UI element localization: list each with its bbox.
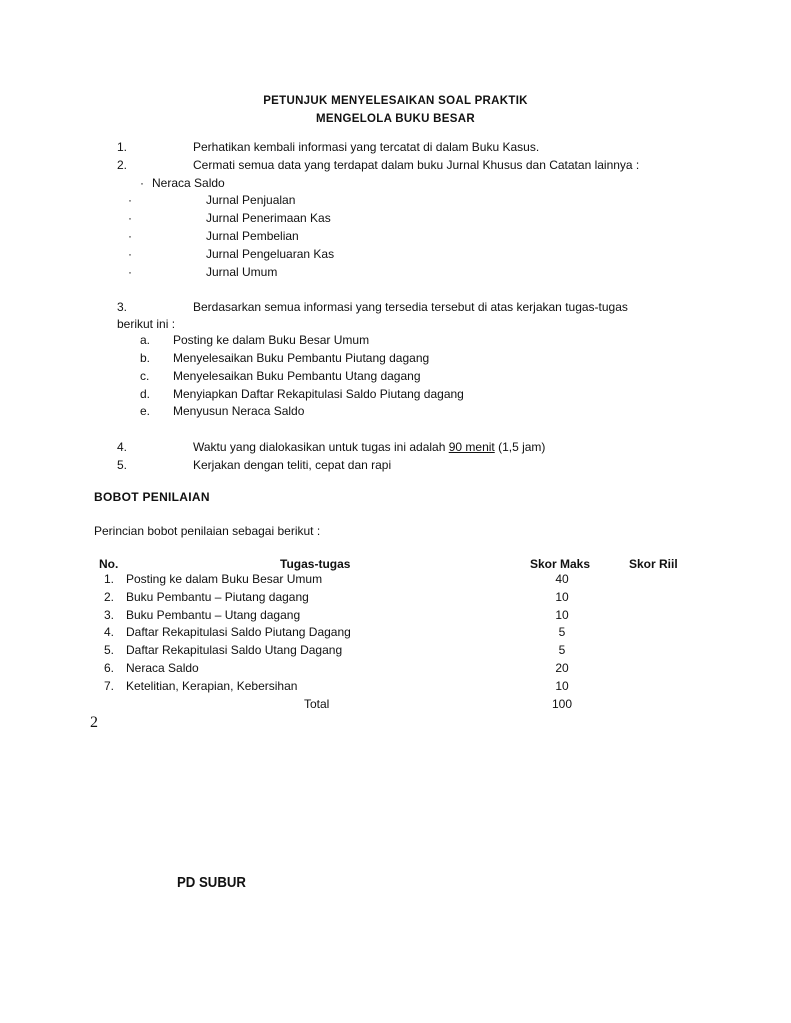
company-name: PD SUBUR [177,874,246,891]
task-text: Menyiapkan Daftar Rekapitulasi Saldo Piutang dagang [173,387,464,401]
bullet-dot: · [128,229,132,243]
row-skor: 40 [555,572,569,586]
journal-item: Jurnal Umum [206,265,278,279]
row-tugas: Ketelitian, Kerapian, Kebersihan [126,679,298,693]
item3-text-line2: berikut ini : [117,317,176,331]
bullet-dot: · [128,265,132,279]
col-header-skor-maks: Skor Maks [530,557,591,571]
row-skor: 5 [558,643,566,657]
bobot-heading: BOBOT PENILAIAN [94,490,210,504]
task-letter: e. [140,404,151,418]
total-label: Total [304,697,330,711]
row-skor: 5 [558,625,566,639]
task-letter: c. [140,369,150,383]
journal-item: Jurnal Pengeluaran Kas [206,247,335,261]
row-tugas: Daftar Rekapitulasi Saldo Piutang Dagang [126,625,351,639]
task-text: Menyusun Neraca Saldo [173,404,305,418]
item4-text-before: Waktu yang dialokasikan untuk tugas ini adalah [193,440,449,454]
row-no: 1. [104,572,115,586]
item5-text: Kerjakan dengan teliti, cepat dan rapi [193,458,392,472]
row-tugas: Posting ke dalam Buku Besar Umum [126,572,323,586]
row-no: 7. [104,679,115,693]
item4-duration: 90 menit [448,440,495,454]
row-tugas: Daftar Rekapitulasi Saldo Utang Dagang [126,643,343,657]
doc-title-line1: PETUNJUK MENYELESAIKAN SOAL PRAKTIK [263,95,528,107]
row-no: 6. [104,661,115,675]
item3-number: 3. [117,300,128,314]
task-text: Menyelesaikan Buku Pembantu Utang dagang [173,369,421,383]
item1-number: 1. [117,140,128,154]
item4-number: 4. [117,440,128,454]
doc-title-line2: MENGELOLA BUKU BESAR [316,113,475,125]
bullet-dot: · [140,176,144,190]
row-skor: 10 [555,590,569,604]
row-tugas: Buku Pembantu – Utang dagang [126,608,301,622]
total-value: 100 [551,697,573,711]
item3-text-line1: Berdasarkan semua informasi yang tersedia tersebut di atas kerjakan tugas-tugas [193,300,628,314]
col-header-no: No. [99,557,119,571]
task-letter: d. [140,387,151,401]
row-no: 3. [104,608,115,622]
item4-text [193,440,545,454]
journal-item: Jurnal Pembelian [206,229,299,243]
task-text: Posting ke dalam Buku Besar Umum [173,333,370,347]
item1-text: Perhatikan kembali informasi yang tercatat di dalam Buku Kasus. [193,140,540,154]
row-skor: 10 [555,608,569,622]
item5-number: 5. [117,458,128,472]
row-no: 2. [104,590,115,604]
task-text: Menyelesaikan Buku Pembantu Piutang dagang [173,351,430,365]
row-no: 4. [104,625,115,639]
col-header-skor-riil: Skor Riil [629,557,678,571]
row-tugas: Neraca Saldo [126,661,199,675]
task-letter: b. [140,351,151,365]
row-skor: 10 [555,679,569,693]
journal-item: Jurnal Penerimaan Kas [206,211,331,225]
item4-text-after: (1,5 jam) [494,440,546,454]
bullet-dot: · [128,247,132,261]
bobot-intro: Perincian bobot penilaian sebagai berikut : [94,524,321,538]
page-number: 2 [90,714,98,731]
item2-text: Cermati semua data yang terdapat dalam buku Jurnal Khusus dan Catatan lainnya : [193,158,640,172]
row-no: 5. [104,643,115,657]
row-skor: 20 [555,661,569,675]
task-letter: a. [140,333,151,347]
row-tugas: Buku Pembantu – Piutang dagang [126,590,309,604]
col-header-tugas: Tugas-tugas [280,557,351,571]
item2-number: 2. [117,158,128,172]
neraca-saldo-label: Neraca Saldo [152,176,225,190]
journal-item: Jurnal Penjualan [206,193,296,207]
bullet-dot: · [128,211,132,225]
bullet-dot: · [128,193,132,207]
